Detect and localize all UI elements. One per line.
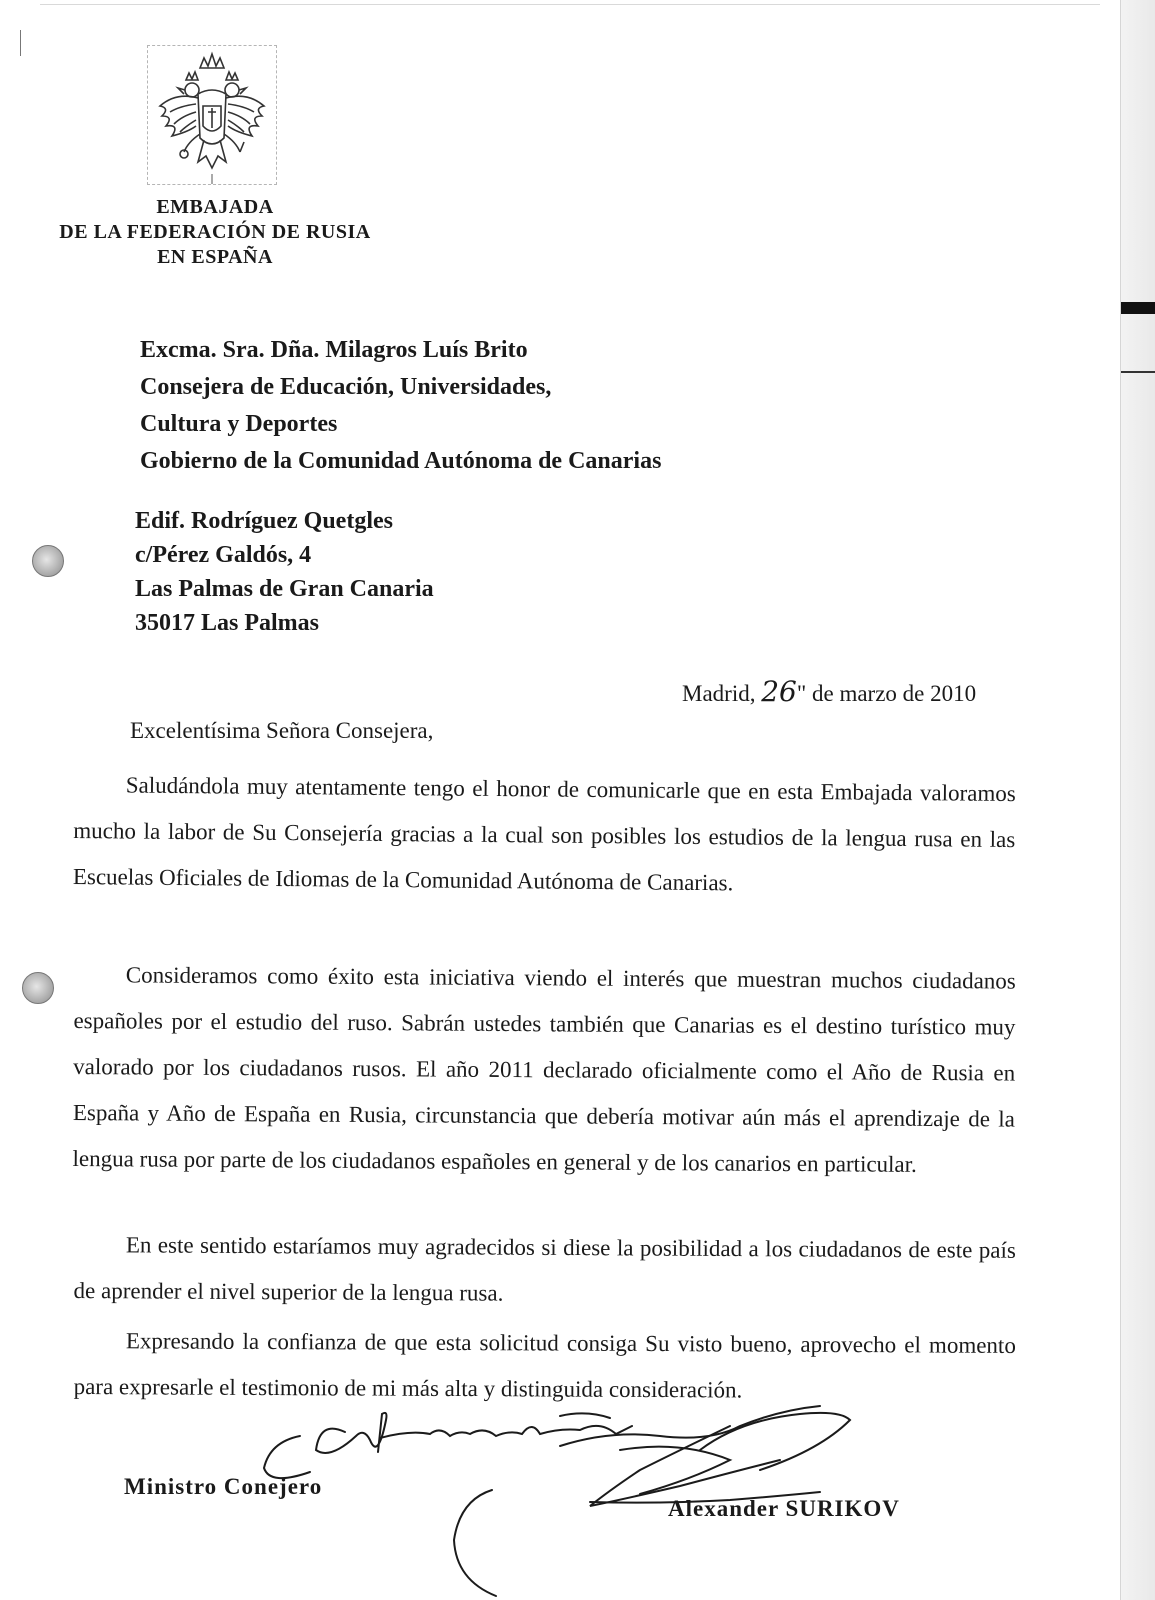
- punch-hole: [32, 545, 64, 577]
- date-prefix: Madrid,: [682, 681, 762, 706]
- body-paragraph: Expresando la confianza de que esta solicitud consiga Su visto bueno, aprovecho el momento para expresarle el testimonio de mi más alta y distinguida consideración.: [73, 1328, 1016, 1403]
- recipient-block: [140, 332, 661, 480]
- address-city: Las Palmas de Gran Canaria: [135, 576, 434, 602]
- address-block: [135, 504, 434, 640]
- body-paragraph: En este sentido estaríamos muy agradecidos si diese la posibilidad a los ciudadanos de este país de aprender el nivel superior de la lengua rusa.: [73, 1232, 1016, 1306]
- signatory-name: Alexander SURIKOV: [668, 1496, 900, 1521]
- signatory-role: Ministro Conejero: [124, 1474, 323, 1499]
- date-day-handwritten: 26: [761, 675, 797, 708]
- embassy-header: [30, 195, 400, 270]
- scan-top-line: [40, 4, 1100, 5]
- scan-edge-bar: [1121, 302, 1155, 314]
- recipient-title: Consejera de Educación, Universidades,: [140, 374, 552, 400]
- address-building: Edif. Rodríguez Quetgles: [135, 508, 393, 534]
- salutation: Excelentísima Señora Consejera,: [130, 718, 434, 743]
- date-suffix: " de marzo de 2010: [796, 681, 977, 706]
- letter-date: [682, 675, 976, 708]
- scan-edge-line: [1121, 371, 1155, 373]
- handwritten-signature-icon: [260, 1390, 860, 1600]
- body-paragraph: Consideramos como éxito esta iniciativa viendo el interés que muestran muchos ciudadanos españoles por el estudio del ruso. Sabrán ustedes también que Canarias es el destino turístico muy valorado por los ciudadanos rusos. El año 2011 declarado oficialmente como el Año de Rusia en España y Año de España en Rusia, circunstancia que debería motivar aún más el aprendizaje de la lengua rusa por parte de los ciudadanos españoles en general y de los canarios en particular.: [72, 962, 1016, 1177]
- recipient-government: Gobierno de la Comunidad Autónoma de Canarias: [140, 448, 662, 474]
- address-postal: 35017 Las Palmas: [135, 610, 320, 636]
- address-street: c/Pérez Galdós, 4: [135, 542, 312, 568]
- recipient-title-cont: Cultura y Deportes: [140, 411, 338, 437]
- header-line-2: DE LA FEDERACIÓN DE RUSIA: [59, 221, 371, 243]
- body-paragraph: Saludándola muy atentamente tengo el honor de comunicarle que en esta Embajada valoramos mucho la labor de Su Consejería gracias a la cual son posibles los estudios de la lengua rusa en las Escuelas Oficiales de Idiomas de la Comunidad Autónoma de Canarias.: [72, 772, 1016, 896]
- russian-coat-of-arms-icon: [147, 45, 277, 185]
- scan-mark: [20, 30, 21, 56]
- header-line-1: EMBAJADA: [156, 196, 274, 218]
- punch-hole: [22, 972, 54, 1004]
- header-line-3: EN ESPAÑA: [157, 246, 273, 268]
- recipient-name: Excma. Sra. Dña. Milagros Luís Brito: [140, 337, 528, 363]
- scan-right-edge: [1120, 0, 1155, 1600]
